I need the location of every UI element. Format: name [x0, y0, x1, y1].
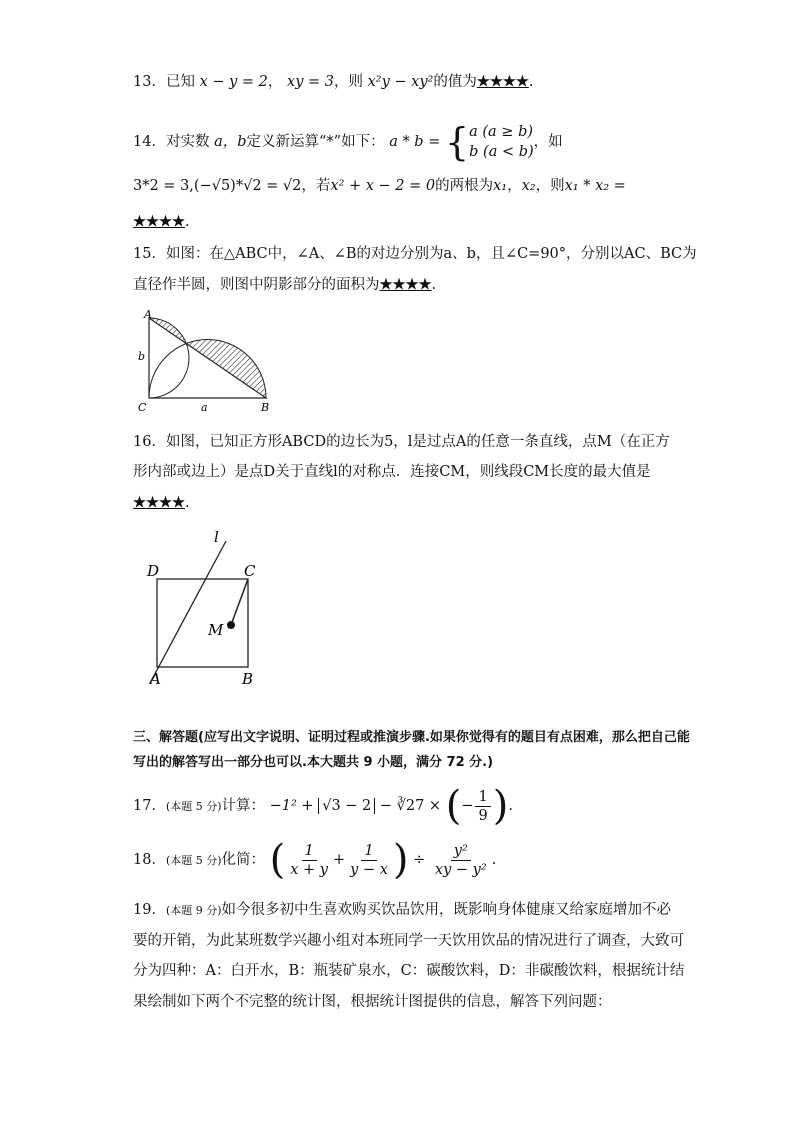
question-13: 13．已知 x − y = 2， xy = 3，则 x²y − xy²的值为★★★★. — [133, 73, 534, 90]
q18-f1-num: 1 — [302, 842, 317, 861]
question-19-line-2 — [133, 931, 684, 951]
q14-example: 3*2 = 3,(−√5)*√2 = √2 — [133, 178, 302, 194]
q17-fraction-den: 9 — [478, 807, 488, 824]
q14-tail1: ，如 — [533, 134, 563, 150]
section-3-desc-2: 写出的解答写出一部分也可以.本大题共 9 小题，满分 72 分.) — [133, 755, 494, 770]
q16-end: . — [185, 495, 190, 511]
q14-case-1: a (a ≥ b) — [469, 124, 534, 140]
q14-result: x₁ * x₂ = — [564, 178, 626, 194]
answer-blank: ★★★★ — [476, 73, 529, 90]
segment-cm — [231, 579, 248, 625]
question-14-line-1: 14．对实数 a，b定义新运算“*”如下： a * b = {a (a ≥ b) b (a < b)，如 — [133, 120, 563, 164]
q13-tail: 的值为 — [433, 74, 477, 90]
q14-equation: x² + x − 2 = 0 — [330, 178, 436, 194]
question-19-line-4 — [133, 992, 612, 1012]
question-19-line-1 — [133, 900, 671, 921]
q18-plus: + — [333, 852, 346, 868]
q17-end: . — [508, 798, 513, 814]
q18-f3-num: y² — [451, 842, 471, 861]
q17-fraction-num: 1 — [475, 788, 490, 807]
q13-end: . — [528, 74, 534, 90]
q14-lhs: a * b = — [389, 134, 441, 150]
label-a: a — [201, 401, 208, 414]
label-A: A — [150, 670, 161, 688]
q13-mid: ，则 — [333, 74, 363, 90]
label-B: B — [242, 670, 254, 688]
label-A: A — [144, 308, 152, 321]
section-3-header-2 — [133, 752, 493, 773]
q15-text-2: 直径作半圆，则图中阴影部分的面积为 — [133, 277, 380, 293]
q13-equation-1: x − y = 2 — [199, 74, 268, 90]
q15-text-1: 15．如图：在△ABC中，∠A、∠B的对边分别为a、b，且∠C=90°，分别以AC、BC为 — [133, 246, 697, 262]
q18-end: . — [491, 852, 497, 868]
section-3-title: 三、解答题 — [133, 730, 199, 745]
q17-score: (本题 5 分) — [165, 800, 222, 813]
q14-text3: 的两根为 — [435, 178, 494, 194]
question-15-line-2 — [133, 275, 436, 295]
label-l: l — [214, 528, 219, 546]
answer-blank: ★★★★ — [379, 276, 432, 293]
figure-triangle-semicircles — [133, 305, 283, 420]
question-19-line-3 — [133, 961, 684, 981]
label-D: D — [147, 562, 160, 580]
q14-vars: a，b — [214, 134, 247, 150]
q18-score: (本题 5 分) — [165, 854, 222, 867]
q14-comma: ， — [507, 178, 522, 194]
q14-number: 14．对实数 — [133, 134, 210, 150]
q17-fraction — [475, 788, 490, 825]
label-B: B — [261, 401, 270, 414]
question-17: 17．(本题 5 分)计算： −1² + √3 − 2 − ∛27 × (− $\frac{1}{9}$ ). — [133, 783, 513, 829]
section-3-desc-1: (应写出文字说明、证明过程或推演步骤.如果你觉得有的题目有点困难，那么把自己能 — [198, 730, 690, 745]
answer-blank: ★★★★ — [133, 213, 185, 230]
label-b: b — [138, 350, 146, 363]
q17-number: 17． — [133, 798, 166, 814]
question-14-line-3 — [133, 212, 190, 232]
q18-fraction-3 — [432, 842, 490, 879]
q19-score: (本题 9 分) — [165, 904, 222, 917]
label-M: M — [208, 621, 224, 639]
section-3-header — [133, 727, 690, 748]
q14-case-2: b (a < b) — [469, 144, 534, 160]
figure-square-line — [140, 528, 270, 690]
question-16-line-3 — [133, 493, 190, 513]
question-14-line-2 — [133, 176, 626, 196]
q18-f2-num: 1 — [361, 842, 376, 861]
q18-number: 18． — [133, 852, 166, 868]
q18-fraction-1 — [287, 842, 331, 879]
q14-text2: ，若 — [301, 178, 331, 194]
q13-expression: x²y − xy² — [367, 74, 434, 90]
q18-label: 化简： — [221, 852, 266, 868]
point-m — [227, 621, 235, 629]
q14-text4: ，则 — [535, 178, 565, 194]
q19-text-1: 如今很多初中生喜欢购买饮品饮用，既影响身体健康又给家庭增加不必 — [221, 902, 672, 918]
answer-blank: ★★★★ — [133, 494, 185, 511]
q19-text-2: 要的开销，为此某班数学兴趣小组对本班同学一天饮用饮品的情况进行了调查，大致可 — [133, 933, 684, 949]
q18-f1-den: x + y — [290, 861, 328, 878]
question-18: 18．(本题 5 分)化简： ( $\frac{1}{x + y}$ + $\frac{1}{y - x}$ ) ÷ $\frac{\text{y²}}{\text{xy − y²}}$ . — [133, 837, 497, 883]
q17-label: 计算： — [221, 798, 266, 814]
q18-f3-den: xy − y² — [434, 861, 487, 878]
label-C: C — [138, 401, 147, 414]
q14-x1: x₁ — [493, 178, 508, 194]
q17-term-2: − ∛27 × — [379, 798, 442, 814]
q14-end: . — [185, 214, 190, 230]
q16-text-2: 形内部或边上）是点D关于直线l的对称点．连接CM，则线段CM长度的最大值是 — [133, 464, 651, 480]
q19-number: 19． — [133, 902, 166, 918]
q16-text-1: 16．如图，已知正方形ABCD的边长为5，l是过点A的任意一条直线，点M（在正方 — [133, 434, 670, 450]
question-15-line-1 — [133, 244, 697, 264]
q13-number: 13．已知 — [133, 74, 195, 90]
q14-cases — [469, 122, 534, 162]
q18-fraction-2 — [347, 842, 391, 879]
line-l — [150, 541, 226, 683]
q17-abs: √3 − 2 — [322, 798, 372, 814]
q15-end: . — [431, 277, 437, 293]
q19-text-4: 果绘制如下两个不完整的统计图，根据统计图提供的信息，解答下列问题： — [133, 994, 612, 1010]
q13-equation-2: xy = 3 — [287, 74, 334, 90]
label-C: C — [244, 562, 256, 580]
q19-text-3: 分为四种：A：白开水，B：瓶装矿泉水，C：碳酸饮料，D：非碳酸饮料，根据统计结 — [133, 963, 685, 979]
q18-f2-den: y − x — [350, 861, 388, 878]
q17-term-1: −1² + — [269, 798, 314, 814]
q14-text1: 定义新运算“*”如下： — [246, 134, 385, 150]
question-16-line-1 — [133, 432, 670, 452]
q14-x2: x₂ — [521, 178, 536, 194]
q18-divide: ÷ — [413, 852, 426, 868]
question-16-line-2 — [133, 462, 651, 482]
